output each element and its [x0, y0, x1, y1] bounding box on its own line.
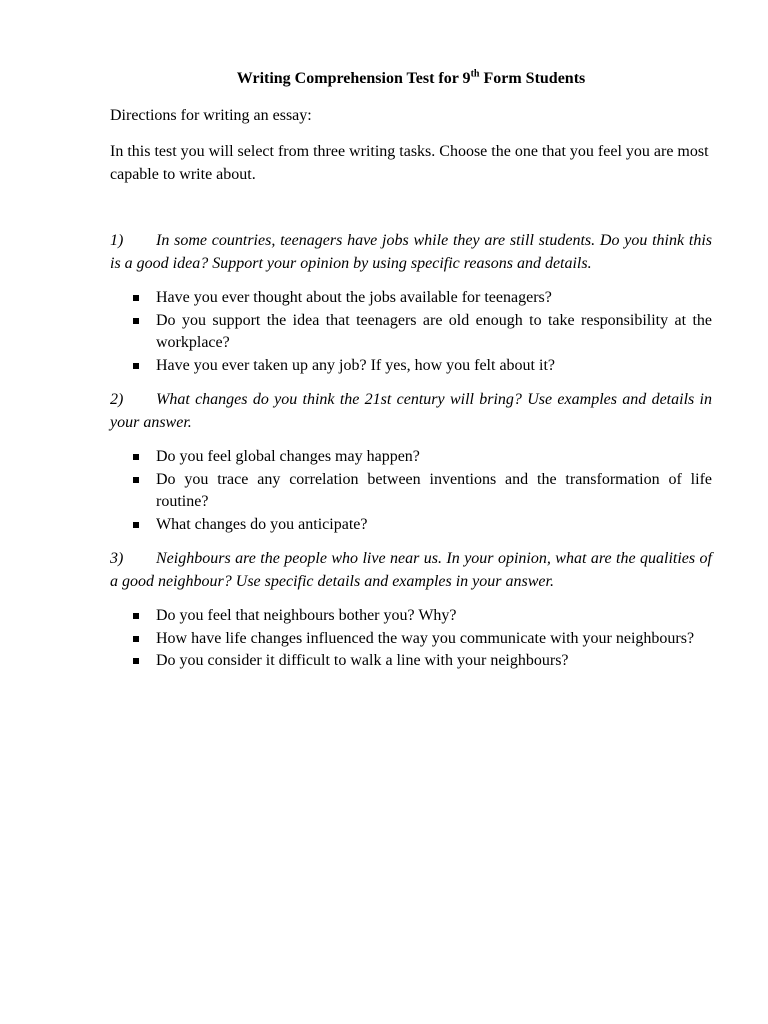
task-number: 2) [110, 391, 124, 408]
title-superscript: th [470, 68, 480, 80]
intro-paragraph: In this test you will select from three writing tasks. Choose the one that you feel you are most capable to write about. [110, 143, 709, 183]
list-item [110, 469, 712, 514]
square-bullet-icon [133, 318, 139, 324]
task-prompt [110, 230, 712, 275]
task-questions-list [110, 446, 712, 536]
list-item-text: Do you feel global changes may happen? [156, 448, 420, 465]
title-rest: Form Students [479, 70, 586, 87]
directions-heading: Directions for writing an essay: [110, 106, 312, 124]
document-page [110, 68, 712, 685]
list-item-text: Do you feel that neighbours bother you? Why? [156, 607, 457, 624]
list-item-text: What changes do you anticipate? [156, 515, 368, 533]
square-bullet-icon [133, 636, 139, 642]
square-bullet-icon [133, 613, 139, 619]
list-item-text: Do you support the idea that teenagers are old enough to take responsibility at the workplace? [156, 311, 712, 351]
task-prompt-text: In some countries, teenagers have jobs while they are still students. Do you think this is a good idea? Support your opinion by using specific reasons and details. [110, 232, 712, 272]
list-item [110, 650, 712, 673]
task-prompt-text: What changes do you think the 21st century will bring? Use examples and details in your answer. [110, 391, 712, 431]
task-prompt-text: Neighbours are the people who live near us. In your opinion, what are the qualities of a good neighbour? Use specific details and examples in your answer. [110, 550, 712, 590]
task-number: 1) [110, 232, 124, 249]
list-item [110, 628, 712, 651]
list-item [110, 605, 712, 628]
task-prompt [110, 548, 712, 593]
square-bullet-icon [133, 658, 139, 664]
page-title [110, 68, 712, 91]
list-item-text: Do you trace any correlation between inventions and the transformation of life routine? [156, 470, 712, 510]
list-item-text: How have life changes influenced the way you communicate with your neighbours? [156, 629, 695, 647]
square-bullet-icon [133, 477, 139, 483]
title-main: Writing Comprehension Test for 9 [236, 70, 471, 87]
list-item [110, 514, 712, 537]
square-bullet-icon [133, 454, 139, 460]
list-item [110, 355, 712, 378]
task-questions-list [110, 605, 712, 673]
list-item [110, 446, 712, 469]
task-number: 3) [110, 550, 124, 567]
square-bullet-icon [133, 363, 139, 369]
list-item [110, 310, 712, 355]
task-prompt [110, 389, 712, 434]
list-item-text: Do you consider it difficult to walk a line with your neighbours? [156, 652, 569, 669]
list-item-text: Have you ever taken up any job? If yes, how you felt about it? [156, 356, 555, 374]
square-bullet-icon [133, 295, 139, 301]
list-item [110, 287, 712, 310]
task-questions-list [110, 287, 712, 377]
list-item-text: Have you ever thought about the jobs available for teenagers? [156, 289, 552, 306]
square-bullet-icon [133, 522, 139, 528]
